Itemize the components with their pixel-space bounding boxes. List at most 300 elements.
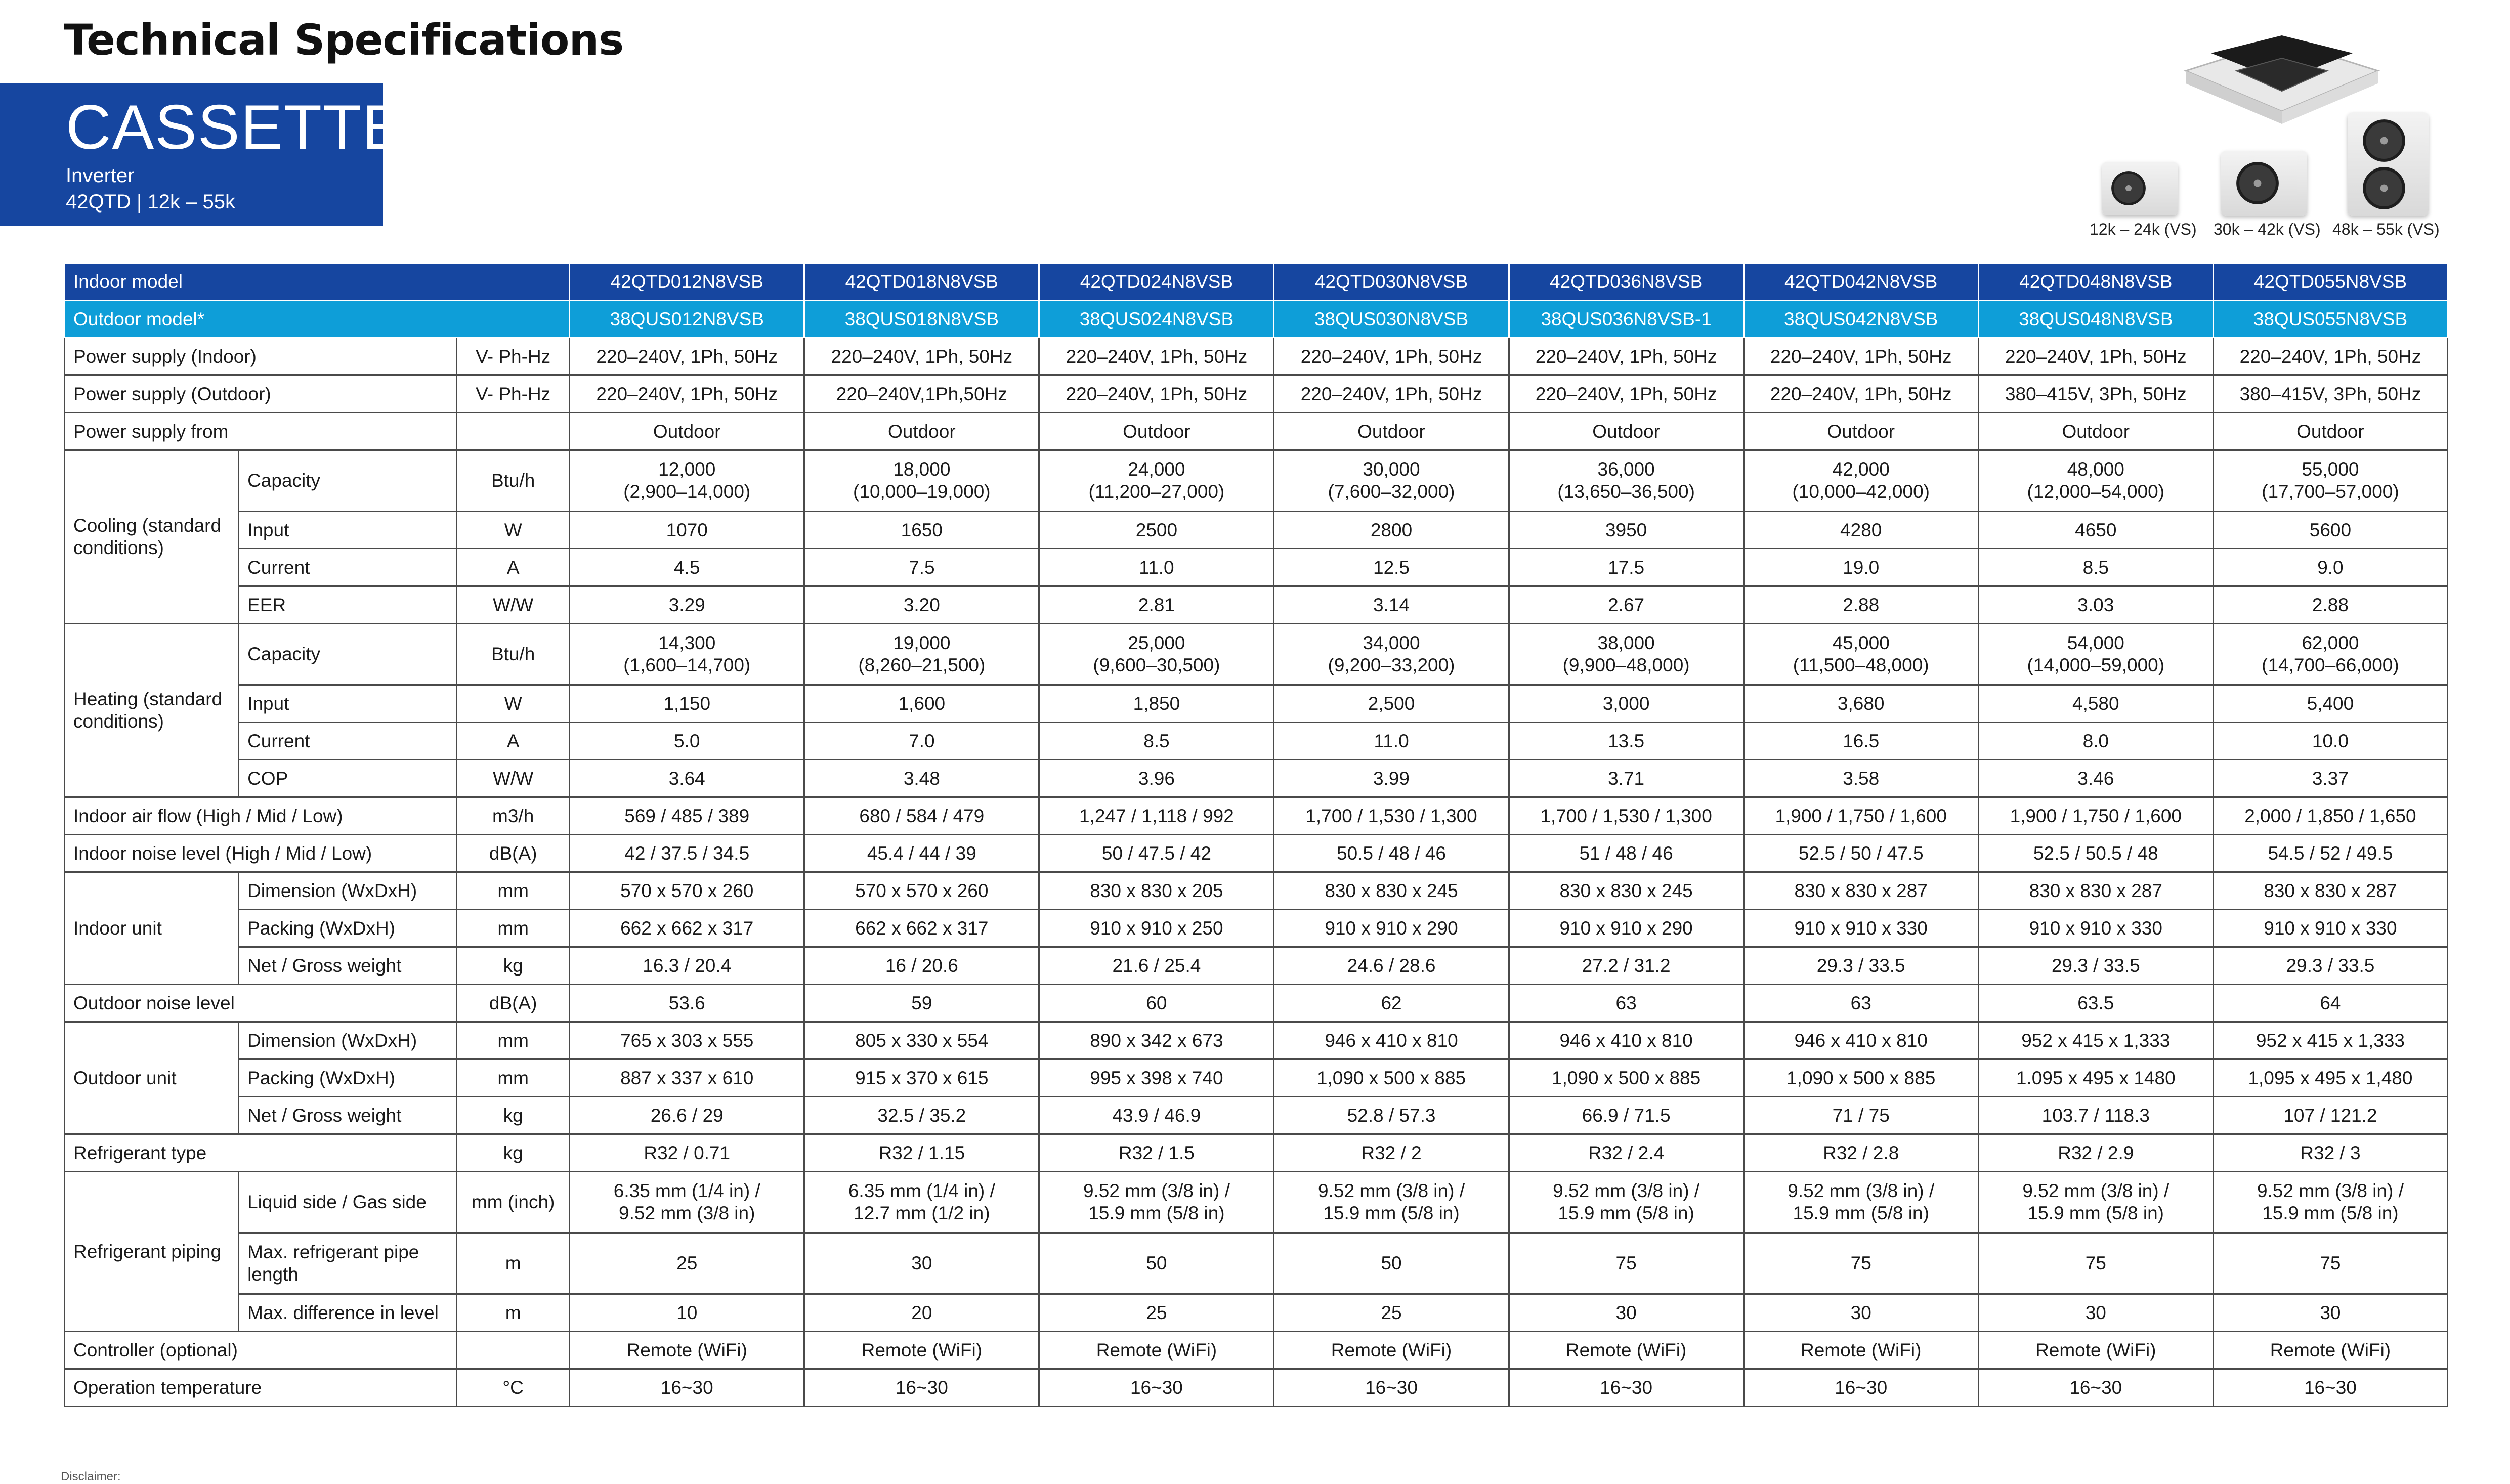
value-cell: 25 — [1039, 1294, 1274, 1332]
table-row — [65, 450, 2448, 512]
indoor-model-cell: 42QTD030N8VSB — [1274, 263, 1509, 301]
value-cell: 10.0 — [2213, 723, 2447, 760]
value-cell: 220–240V,1Ph,50Hz — [804, 375, 1039, 413]
row-group-label: Indoor unit — [65, 872, 239, 985]
value-cell: 14,300 (1,600–14,700) — [570, 624, 804, 685]
row-sub-label: Dimension (WxDxH) — [239, 872, 457, 910]
row-sub-label: Liquid side / Gas side — [239, 1172, 457, 1233]
value-cell: 25 — [1274, 1294, 1509, 1332]
outdoor-model-cell: 38QUS018N8VSB — [804, 301, 1039, 338]
value-cell: 12,000 (2,900–14,000) — [570, 450, 804, 512]
value-cell: 2.67 — [1509, 586, 1743, 624]
value-cell: Outdoor — [1743, 413, 1978, 450]
value-cell: Outdoor — [2213, 413, 2447, 450]
value-cell: 220–240V, 1Ph, 50Hz — [1509, 375, 1743, 413]
value-cell: 220–240V, 1Ph, 50Hz — [1978, 338, 2213, 375]
outdoor-model-row — [65, 301, 2448, 338]
value-cell: 12.5 — [1274, 549, 1509, 586]
value-cell: Remote (WiFi) — [804, 1332, 1039, 1369]
value-cell: 9.0 — [2213, 549, 2447, 586]
table-row — [65, 1233, 2448, 1294]
caption-medium: 30k – 42k (VS) — [2214, 220, 2321, 238]
value-cell: 38,000 (9,900–48,000) — [1509, 624, 1743, 685]
value-cell: 63 — [1509, 985, 1743, 1022]
row-unit: mm — [457, 872, 570, 910]
value-cell: 50.5 / 48 / 46 — [1274, 835, 1509, 872]
value-cell: 1,850 — [1039, 685, 1274, 723]
value-cell: 27.2 / 31.2 — [1509, 947, 1743, 985]
value-cell: 48,000 (12,000–54,000) — [1978, 450, 2213, 512]
value-cell: 4.5 — [570, 549, 804, 586]
value-cell: 3,000 — [1509, 685, 1743, 723]
value-cell: 915 x 370 x 615 — [804, 1059, 1039, 1097]
row-sub-label: Net / Gross weight — [239, 947, 457, 985]
value-cell: 17.5 — [1509, 549, 1743, 586]
value-cell: 62 — [1274, 985, 1509, 1022]
value-cell: R32 / 2.9 — [1978, 1134, 2213, 1172]
value-cell: 380–415V, 3Ph, 50Hz — [2213, 375, 2447, 413]
value-cell: 220–240V, 1Ph, 50Hz — [1743, 338, 1978, 375]
value-cell: 19,000 (8,260–21,500) — [804, 624, 1039, 685]
table-row — [65, 910, 2448, 947]
value-cell: 4,580 — [1978, 685, 2213, 723]
value-cell: 24,000 (11,200–27,000) — [1039, 450, 1274, 512]
row-sub-label: Packing (WxDxH) — [239, 1059, 457, 1097]
row-unit: V- Ph-Hz — [457, 338, 570, 375]
value-cell: 51 / 48 / 46 — [1509, 835, 1743, 872]
value-cell: 75 — [1509, 1233, 1743, 1294]
value-cell: 570 x 570 x 260 — [804, 872, 1039, 910]
value-cell: R32 / 3 — [2213, 1134, 2447, 1172]
value-cell: 16~30 — [1274, 1369, 1509, 1407]
row-label: Operation temperature — [65, 1369, 457, 1407]
table-row — [65, 586, 2448, 624]
value-cell: 9.52 mm (3/8 in) / 15.9 mm (5/8 in) — [1978, 1172, 2213, 1233]
value-cell: 830 x 830 x 205 — [1039, 872, 1274, 910]
table-row — [65, 1294, 2448, 1332]
value-cell: 29.3 / 33.5 — [1978, 947, 2213, 985]
row-unit: Btu/h — [457, 624, 570, 685]
outdoor-model-cell: 38QUS042N8VSB — [1743, 301, 1978, 338]
value-cell: 3.37 — [2213, 760, 2447, 797]
value-cell: 3950 — [1509, 512, 1743, 549]
outdoor-model-cell: 38QUS055N8VSB — [2213, 301, 2447, 338]
row-unit — [457, 1332, 570, 1369]
spec-table — [64, 262, 2448, 1407]
value-cell: 11.0 — [1039, 549, 1274, 586]
row-label: Power supply (Indoor) — [65, 338, 457, 375]
value-cell: 75 — [2213, 1233, 2447, 1294]
indoor-model-cell: 42QTD018N8VSB — [804, 263, 1039, 301]
value-cell: 52.5 / 50.5 / 48 — [1978, 835, 2213, 872]
row-sub-label: Packing (WxDxH) — [239, 910, 457, 947]
value-cell: 890 x 342 x 673 — [1039, 1022, 1274, 1059]
value-cell: 50 — [1274, 1233, 1509, 1294]
value-cell: 9.52 mm (3/8 in) / 15.9 mm (5/8 in) — [2213, 1172, 2447, 1233]
value-cell: 220–240V, 1Ph, 50Hz — [2213, 338, 2447, 375]
value-cell: 830 x 830 x 287 — [1743, 872, 1978, 910]
value-cell: 1,600 — [804, 685, 1039, 723]
outdoor-unit-small-image — [2102, 162, 2178, 215]
outdoor-model-cell: 38QUS024N8VSB — [1039, 301, 1274, 338]
value-cell: 3.99 — [1274, 760, 1509, 797]
value-cell: 9.52 mm (3/8 in) / 15.9 mm (5/8 in) — [1039, 1172, 1274, 1233]
indoor-model-cell: 42QTD042N8VSB — [1743, 263, 1978, 301]
value-cell: 59 — [804, 985, 1039, 1022]
table-row — [65, 1369, 2448, 1407]
row-sub-label: Input — [239, 512, 457, 549]
table-row — [65, 1172, 2448, 1233]
value-cell: 946 x 410 x 810 — [1509, 1022, 1743, 1059]
value-cell: 24.6 / 28.6 — [1274, 947, 1509, 985]
table-row — [65, 375, 2448, 413]
value-cell: 25,000 (9,600–30,500) — [1039, 624, 1274, 685]
row-unit: W — [457, 685, 570, 723]
value-cell: 75 — [1743, 1233, 1978, 1294]
product-badge — [0, 83, 405, 226]
value-cell: 30 — [1509, 1294, 1743, 1332]
indoor-model-cell: 42QTD012N8VSB — [570, 263, 804, 301]
value-cell: 25 — [570, 1233, 804, 1294]
value-cell: 107 / 121.2 — [2213, 1097, 2447, 1134]
value-cell: 3.64 — [570, 760, 804, 797]
value-cell: 16 / 20.6 — [804, 947, 1039, 985]
value-cell: 50 — [1039, 1233, 1274, 1294]
value-cell: 662 x 662 x 317 — [804, 910, 1039, 947]
value-cell: 887 x 337 x 610 — [570, 1059, 804, 1097]
value-cell: 952 x 415 x 1,333 — [2213, 1022, 2447, 1059]
value-cell: Remote (WiFi) — [570, 1332, 804, 1369]
value-cell: 1,900 / 1,750 / 1,600 — [1978, 797, 2213, 835]
value-cell: 8.0 — [1978, 723, 2213, 760]
value-cell: Outdoor — [1978, 413, 2213, 450]
row-unit: kg — [457, 1097, 570, 1134]
outdoor-model-cell: 38QUS012N8VSB — [570, 301, 804, 338]
row-sub-label: Input — [239, 685, 457, 723]
value-cell: 26.6 / 29 — [570, 1097, 804, 1134]
value-cell: 3.14 — [1274, 586, 1509, 624]
value-cell: R32 / 2 — [1274, 1134, 1509, 1172]
value-cell: 2,000 / 1,850 / 1,650 — [2213, 797, 2447, 835]
value-cell: 43.9 / 46.9 — [1039, 1097, 1274, 1134]
value-cell: Outdoor — [1274, 413, 1509, 450]
row-unit: kg — [457, 947, 570, 985]
row-group-label: Outdoor unit — [65, 1022, 239, 1134]
value-cell: Remote (WiFi) — [1743, 1332, 1978, 1369]
value-cell: 805 x 330 x 554 — [804, 1022, 1039, 1059]
table-row — [65, 723, 2448, 760]
row-label: Outdoor noise level — [65, 985, 457, 1022]
value-cell: 830 x 830 x 287 — [2213, 872, 2447, 910]
outdoor-model-cell: 38QUS030N8VSB — [1274, 301, 1509, 338]
table-row — [65, 1332, 2448, 1369]
row-unit: mm — [457, 1022, 570, 1059]
page-title: Technical Specifications — [64, 15, 624, 65]
row-label: Power supply from — [65, 413, 457, 450]
value-cell: 30 — [2213, 1294, 2447, 1332]
value-cell: 220–240V, 1Ph, 50Hz — [570, 338, 804, 375]
value-cell: R32 / 2.4 — [1509, 1134, 1743, 1172]
value-cell: 5600 — [2213, 512, 2447, 549]
value-cell: 10 — [570, 1294, 804, 1332]
value-cell: 910 x 910 x 290 — [1509, 910, 1743, 947]
row-label: Indoor air flow (High / Mid / Low) — [65, 797, 457, 835]
value-cell: 1,090 x 500 x 885 — [1509, 1059, 1743, 1097]
value-cell: 4650 — [1978, 512, 2213, 549]
value-cell: 50 / 47.5 / 42 — [1039, 835, 1274, 872]
value-cell: 3.71 — [1509, 760, 1743, 797]
indoor-model-row — [65, 263, 2448, 301]
value-cell: Outdoor — [570, 413, 804, 450]
value-cell: 8.5 — [1039, 723, 1274, 760]
row-unit: A — [457, 549, 570, 586]
row-sub-label: Net / Gross weight — [239, 1097, 457, 1134]
value-cell: 2.81 — [1039, 586, 1274, 624]
row-unit: m — [457, 1233, 570, 1294]
row-unit: A — [457, 723, 570, 760]
value-cell: 30 — [1978, 1294, 2213, 1332]
value-cell: 42 / 37.5 / 34.5 — [570, 835, 804, 872]
value-cell: R32 / 1.5 — [1039, 1134, 1274, 1172]
value-cell: 7.0 — [804, 723, 1039, 760]
table-row — [65, 413, 2448, 450]
row-unit: dB(A) — [457, 835, 570, 872]
row-sub-label: Capacity — [239, 450, 457, 512]
row-unit: mm — [457, 910, 570, 947]
value-cell: 7.5 — [804, 549, 1039, 586]
value-cell: 1,247 / 1,118 / 992 — [1039, 797, 1274, 835]
row-sub-label: Dimension (WxDxH) — [239, 1022, 457, 1059]
row-sub-label: Capacity — [239, 624, 457, 685]
value-cell: 30,000 (7,600–32,000) — [1274, 450, 1509, 512]
value-cell: 20 — [804, 1294, 1039, 1332]
table-row — [65, 947, 2448, 985]
value-cell: 16.5 — [1743, 723, 1978, 760]
value-cell: 2.88 — [2213, 586, 2447, 624]
indoor-model-cell: 42QTD048N8VSB — [1978, 263, 2213, 301]
row-sub-label: COP — [239, 760, 457, 797]
value-cell: 946 x 410 x 810 — [1274, 1022, 1509, 1059]
value-cell: 21.6 / 25.4 — [1039, 947, 1274, 985]
value-cell: 220–240V, 1Ph, 50Hz — [570, 375, 804, 413]
indoor-model-cell: 42QTD036N8VSB — [1509, 263, 1743, 301]
fan-icon — [2236, 162, 2279, 204]
value-cell: 75 — [1978, 1233, 2213, 1294]
value-cell: 3.58 — [1743, 760, 1978, 797]
row-unit: W/W — [457, 760, 570, 797]
indoor-model-label: Indoor model — [65, 263, 570, 301]
indoor-model-cell: 42QTD055N8VSB — [2213, 263, 2447, 301]
value-cell: 220–240V, 1Ph, 50Hz — [1039, 375, 1274, 413]
value-cell: 3,680 — [1743, 685, 1978, 723]
table-row — [65, 872, 2448, 910]
value-cell: 1,150 — [570, 685, 804, 723]
value-cell: 36,000 (13,650–36,500) — [1509, 450, 1743, 512]
row-sub-label: EER — [239, 586, 457, 624]
value-cell: 220–240V, 1Ph, 50Hz — [1274, 338, 1509, 375]
row-sub-label: Current — [239, 549, 457, 586]
outdoor-model-label: Outdoor model* — [65, 301, 570, 338]
value-cell: 6.35 mm (1/4 in) / 9.52 mm (3/8 in) — [570, 1172, 804, 1233]
row-label: Refrigerant type — [65, 1134, 457, 1172]
row-unit: dB(A) — [457, 985, 570, 1022]
row-unit: W/W — [457, 586, 570, 624]
value-cell: 952 x 415 x 1,333 — [1978, 1022, 2213, 1059]
value-cell: 3.46 — [1978, 760, 2213, 797]
badge-title: CASSETTE — [66, 93, 405, 162]
value-cell: 569 / 485 / 389 — [570, 797, 804, 835]
value-cell: 3.96 — [1039, 760, 1274, 797]
value-cell: 71 / 75 — [1743, 1097, 1978, 1134]
value-cell: 54.5 / 52 / 49.5 — [2213, 835, 2447, 872]
row-unit: kg — [457, 1134, 570, 1172]
table-row — [65, 1022, 2448, 1059]
row-label: Power supply (Outdoor) — [65, 375, 457, 413]
value-cell: 910 x 910 x 330 — [2213, 910, 2447, 947]
value-cell: 220–240V, 1Ph, 50Hz — [1274, 375, 1509, 413]
value-cell: 16.3 / 20.4 — [570, 947, 804, 985]
indoor-model-cell: 42QTD024N8VSB — [1039, 263, 1274, 301]
value-cell: 16~30 — [1743, 1369, 1978, 1407]
table-row — [65, 760, 2448, 797]
value-cell: 2800 — [1274, 512, 1509, 549]
value-cell: 220–240V, 1Ph, 50Hz — [804, 338, 1039, 375]
value-cell: 63 — [1743, 985, 1978, 1022]
value-cell: 54,000 (14,000–59,000) — [1978, 624, 2213, 685]
value-cell: 60 — [1039, 985, 1274, 1022]
value-cell: 910 x 910 x 250 — [1039, 910, 1274, 947]
row-group-label: Heating (standard conditions) — [65, 624, 239, 797]
value-cell: 55,000 (17,700–57,000) — [2213, 450, 2447, 512]
row-unit: W — [457, 512, 570, 549]
row-unit: m — [457, 1294, 570, 1332]
value-cell: 570 x 570 x 260 — [570, 872, 804, 910]
row-unit: Btu/h — [457, 450, 570, 512]
value-cell: 19.0 — [1743, 549, 1978, 586]
disclaimer: Disclaimer: — [61, 1470, 121, 1483]
row-unit: mm (inch) — [457, 1172, 570, 1233]
row-unit: mm — [457, 1059, 570, 1097]
value-cell: 18,000 (10,000–19,000) — [804, 450, 1039, 512]
value-cell: 5,400 — [2213, 685, 2447, 723]
caption-large: 48k – 55k (VS) — [2332, 220, 2440, 238]
value-cell: 30 — [1743, 1294, 1978, 1332]
value-cell: 9.52 mm (3/8 in) / 15.9 mm (5/8 in) — [1743, 1172, 1978, 1233]
value-cell: 9.52 mm (3/8 in) / 15.9 mm (5/8 in) — [1509, 1172, 1743, 1233]
value-cell: 63.5 — [1978, 985, 2213, 1022]
value-cell: Remote (WiFi) — [2213, 1332, 2447, 1369]
value-cell: 946 x 410 x 810 — [1743, 1022, 1978, 1059]
table-row — [65, 685, 2448, 723]
value-cell: 830 x 830 x 245 — [1509, 872, 1743, 910]
value-cell: 2500 — [1039, 512, 1274, 549]
table-row — [65, 1059, 2448, 1097]
outdoor-model-cell: 38QUS036N8VSB-1 — [1509, 301, 1743, 338]
value-cell: 5.0 — [570, 723, 804, 760]
row-sub-label: Current — [239, 723, 457, 760]
value-cell: 13.5 — [1509, 723, 1743, 760]
value-cell: R32 / 1.15 — [804, 1134, 1039, 1172]
value-cell: 910 x 910 x 330 — [1743, 910, 1978, 947]
value-cell: 29.3 / 33.5 — [1743, 947, 1978, 985]
outdoor-unit-medium-image — [2221, 151, 2307, 216]
value-cell: 1070 — [570, 512, 804, 549]
value-cell: 52.5 / 50 / 47.5 — [1743, 835, 1978, 872]
value-cell: 1,700 / 1,530 / 1,300 — [1274, 797, 1509, 835]
outdoor-unit-large-image — [2348, 112, 2429, 216]
value-cell: 910 x 910 x 330 — [1978, 910, 2213, 947]
value-cell: 830 x 830 x 287 — [1978, 872, 2213, 910]
value-cell: 62,000 (14,700–66,000) — [2213, 624, 2447, 685]
caption-small: 12k – 24k (VS) — [2090, 220, 2197, 238]
row-sub-label: Max. refrigerant pipe length — [239, 1233, 457, 1294]
row-sub-label: Max. difference in level — [239, 1294, 457, 1332]
fan-icon — [2363, 119, 2405, 162]
value-cell: 4280 — [1743, 512, 1978, 549]
value-cell: 66.9 / 71.5 — [1509, 1097, 1743, 1134]
value-cell: 1,090 x 500 x 885 — [1274, 1059, 1509, 1097]
value-cell: 45,000 (11,500–48,000) — [1743, 624, 1978, 685]
value-cell: 53.6 — [570, 985, 804, 1022]
value-cell: 3.20 — [804, 586, 1039, 624]
value-cell: 16~30 — [804, 1369, 1039, 1407]
value-cell: 1,090 x 500 x 885 — [1743, 1059, 1978, 1097]
table-row — [65, 985, 2448, 1022]
value-cell: Remote (WiFi) — [1039, 1332, 1274, 1369]
value-cell: 662 x 662 x 317 — [570, 910, 804, 947]
value-cell: 765 x 303 x 555 — [570, 1022, 804, 1059]
value-cell: 16~30 — [1978, 1369, 2213, 1407]
row-group-label: Cooling (standard conditions) — [65, 450, 239, 624]
value-cell: 8.5 — [1978, 549, 2213, 586]
table-row — [65, 549, 2448, 586]
value-cell: 16~30 — [1039, 1369, 1274, 1407]
value-cell: Remote (WiFi) — [1509, 1332, 1743, 1369]
value-cell: 103.7 / 118.3 — [1978, 1097, 2213, 1134]
value-cell: 2.88 — [1743, 586, 1978, 624]
value-cell: 1650 — [804, 512, 1039, 549]
outdoor-model-cell: 38QUS048N8VSB — [1978, 301, 2213, 338]
table-row — [65, 512, 2448, 549]
value-cell: 34,000 (9,200–33,200) — [1274, 624, 1509, 685]
value-cell: 380–415V, 3Ph, 50Hz — [1978, 375, 2213, 413]
value-cell: Outdoor — [804, 413, 1039, 450]
value-cell: 220–240V, 1Ph, 50Hz — [1039, 338, 1274, 375]
value-cell: 995 x 398 x 740 — [1039, 1059, 1274, 1097]
value-cell: Remote (WiFi) — [1274, 1332, 1509, 1369]
value-cell: 16~30 — [2213, 1369, 2447, 1407]
value-cell: 64 — [2213, 985, 2447, 1022]
value-cell: 1,700 / 1,530 / 1,300 — [1509, 797, 1743, 835]
row-unit: °C — [457, 1369, 570, 1407]
value-cell: 220–240V, 1Ph, 50Hz — [1509, 338, 1743, 375]
value-cell: 6.35 mm (1/4 in) / 12.7 mm (1/2 in) — [804, 1172, 1039, 1233]
table-row — [65, 338, 2448, 375]
value-cell: 11.0 — [1274, 723, 1509, 760]
table-row — [65, 835, 2448, 872]
value-cell: 3.48 — [804, 760, 1039, 797]
row-group-label: Refrigerant piping — [65, 1172, 239, 1332]
value-cell: R32 / 0.71 — [570, 1134, 804, 1172]
row-label: Controller (optional) — [65, 1332, 457, 1369]
value-cell: 45.4 / 44 / 39 — [804, 835, 1039, 872]
value-cell: 2,500 — [1274, 685, 1509, 723]
value-cell: 30 — [804, 1233, 1039, 1294]
row-unit: m3/h — [457, 797, 570, 835]
value-cell: 680 / 584 / 479 — [804, 797, 1039, 835]
value-cell: 16~30 — [570, 1369, 804, 1407]
value-cell: 52.8 / 57.3 — [1274, 1097, 1509, 1134]
